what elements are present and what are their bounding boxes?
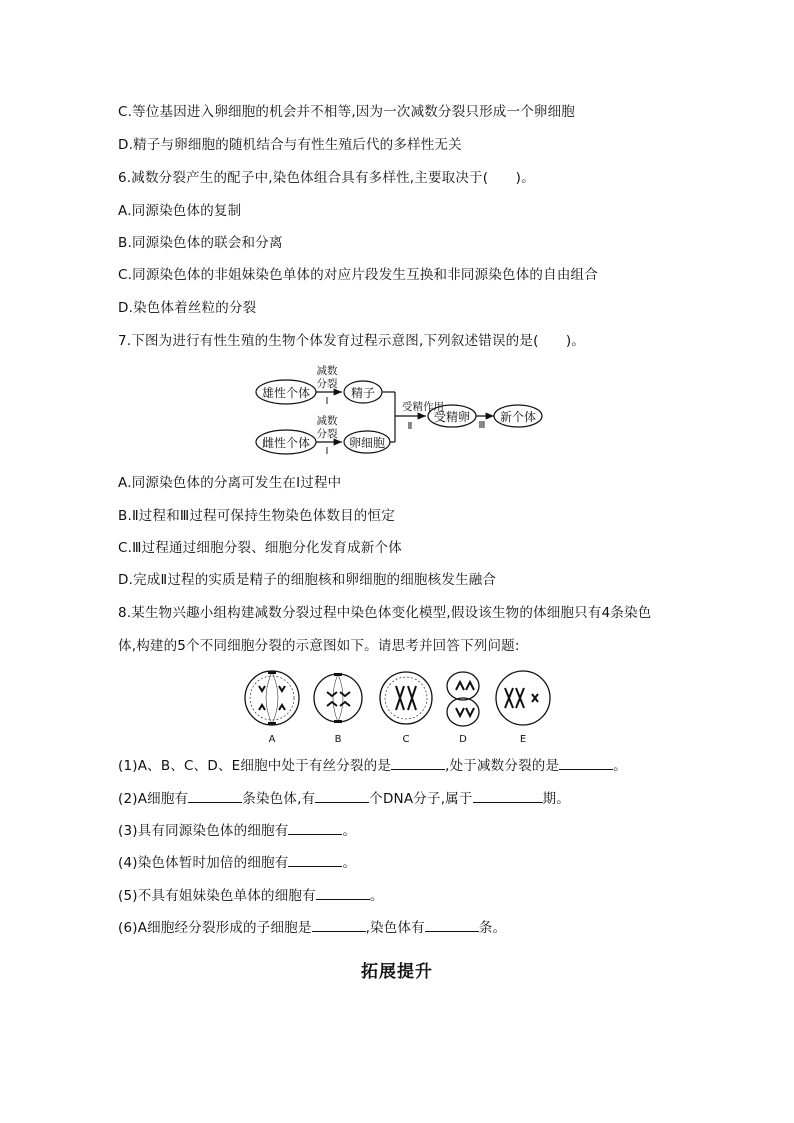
line-q5d: D.精子与卵细胞的随机结合与有性生殖后代的多样性无关	[118, 137, 462, 153]
subquestion-2: (2)A细胞有 条染色体,有 个DNA分子,属于 期。	[118, 788, 570, 809]
answer-blank[interactable]	[391, 755, 445, 770]
option-7d: D.完成Ⅱ过程的实质是精子的细胞核和卵细胞的细胞核发生融合	[118, 572, 497, 588]
answer-blank[interactable]	[559, 755, 613, 770]
male-label: 雄性个体	[261, 386, 311, 400]
cell-b	[314, 673, 362, 745]
option-7b: B.Ⅱ过程和Ⅲ过程可保持生物染色体数目的恒定	[118, 508, 395, 524]
question-7: 7.下图为进行有性生殖的生物个体发育过程示意图,下列叙述错误的是( )。	[118, 333, 586, 349]
roman-1-male: Ⅰ	[325, 396, 329, 407]
roman-1-female: Ⅰ	[325, 446, 329, 457]
subquestion-4: (4)染色体暂时加倍的细胞有 。	[118, 852, 356, 873]
option-6b: B.同源染色体的联会和分离	[118, 235, 283, 251]
zygote-label: 受精卵	[433, 410, 471, 424]
cell-a	[245, 671, 299, 745]
cell-d-label: D	[459, 734, 467, 745]
subquestion-1: (1)A、B、C、D、E细胞中处于有丝分裂的是 ,处于减数分裂的是 。	[118, 755, 627, 776]
cell-d	[447, 672, 479, 745]
cell-c	[380, 672, 432, 745]
fertilization-label: 受精作用	[402, 401, 444, 413]
cell-b-label: B	[334, 734, 342, 745]
meiosis-label-male-2: 分裂	[316, 378, 338, 390]
sperm-label: 精子	[350, 386, 376, 400]
cell-e-label: E	[519, 734, 527, 745]
cell-a-label: A	[268, 734, 276, 745]
option-7c: C.Ⅲ过程通过细胞分裂、细胞分化发育成新个体	[118, 540, 402, 556]
question-8-line-1: 8.某生物兴趣小组构建减数分裂过程中染色体变化模型,假设该生物的体细胞只有4条染色	[118, 605, 652, 621]
answer-blank[interactable]	[316, 885, 370, 900]
egg-label: 卵细胞	[348, 436, 386, 450]
subquestion-6: (6)A细胞经分裂形成的子细胞是 ,染色体有 条。	[118, 917, 506, 938]
roman-3: Ⅲ	[478, 420, 486, 431]
answer-blank[interactable]	[288, 852, 342, 867]
subquestion-5: (5)不具有姐妹染色单体的细胞有 。	[118, 885, 384, 906]
answer-blank[interactable]	[288, 820, 342, 835]
meiosis-label-female-1: 减数	[316, 415, 338, 427]
roman-2: Ⅱ	[407, 421, 413, 432]
cell-e	[496, 671, 550, 745]
question-6: 6.减数分裂产生的配子中,染色体组合具有多样性,主要取决于( )。	[118, 170, 535, 186]
answer-blank[interactable]	[425, 917, 479, 932]
female-label: 雌性个体	[261, 436, 311, 450]
answer-blank[interactable]	[312, 917, 366, 932]
answer-blank[interactable]	[188, 788, 242, 803]
option-6a: A.同源染色体的复制	[118, 203, 242, 219]
line-q5c: C.等位基因进入卵细胞的机会并不相等,因为一次减数分裂只形成一个卵细胞	[118, 104, 576, 120]
new-individual-label: 新个体	[499, 410, 537, 424]
answer-blank[interactable]	[473, 788, 543, 803]
option-7a: A.同源染色体的分离可发生在Ⅰ过程中	[118, 475, 342, 491]
development-flow-diagram	[250, 360, 550, 460]
meiosis-label-male-1: 减数	[316, 365, 338, 377]
cell-division-figures	[240, 668, 560, 746]
option-6c: C.同源染色体的非姐妹染色单体的对应片段发生互换和非同源染色体的自由组合	[118, 267, 598, 283]
meiosis-label-female-2: 分裂	[316, 428, 338, 440]
section-title: 拓展提升	[361, 962, 433, 982]
question-8-line-2: 体,构建的5个不同细胞分裂的示意图如下。请思考并回答下列问题:	[118, 638, 520, 654]
answer-blank[interactable]	[315, 788, 369, 803]
option-6d: D.染色体着丝粒的分裂	[118, 300, 257, 316]
subquestion-3: (3)具有同源染色体的细胞有 。	[118, 820, 356, 841]
cell-c-label: C	[402, 734, 410, 745]
